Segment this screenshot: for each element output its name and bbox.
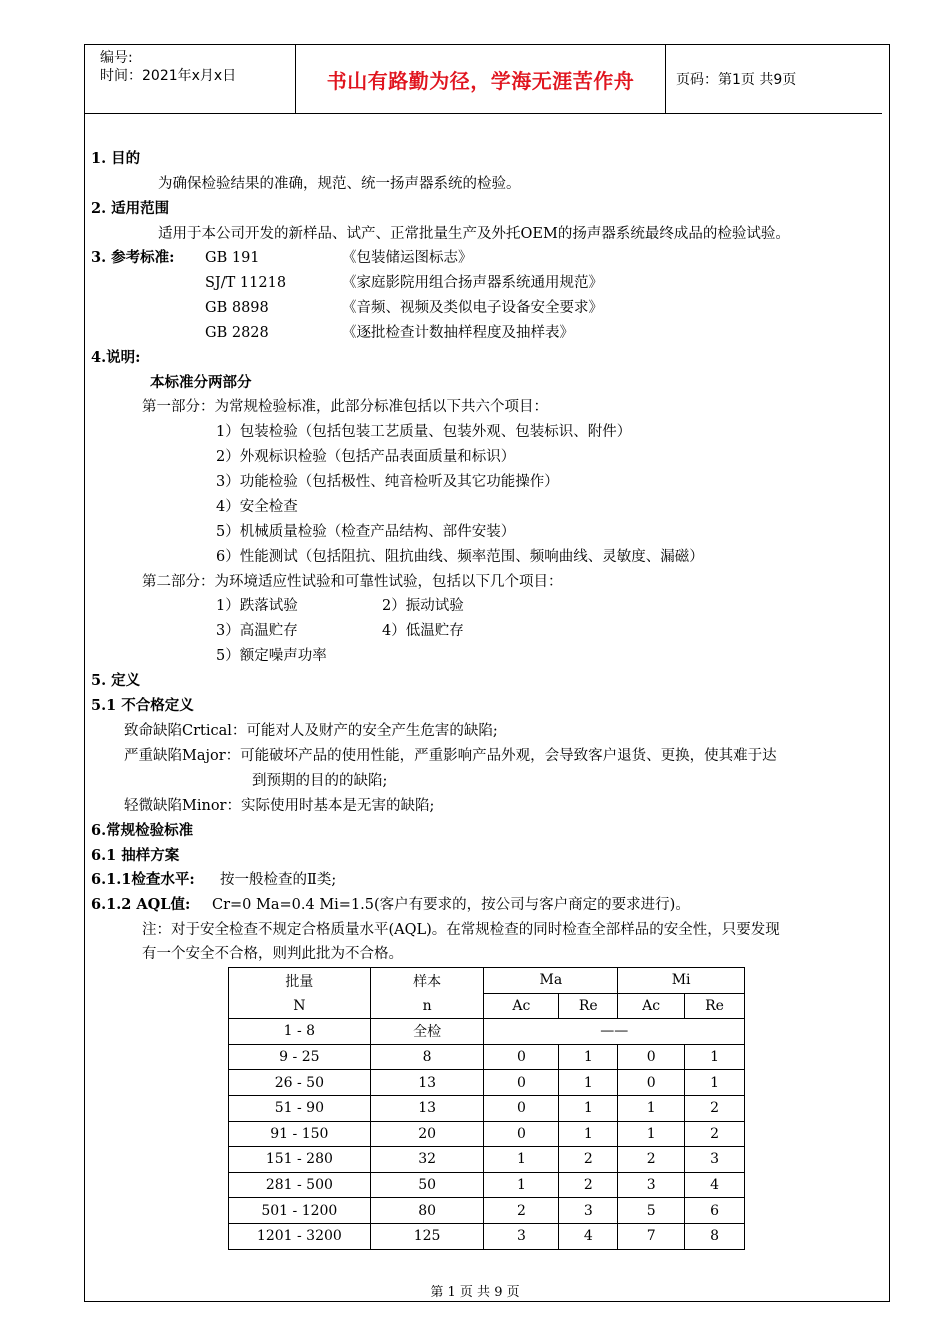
section-4-subtitle: 本标准分两部分: [150, 374, 252, 391]
table-cell: 2: [559, 1147, 618, 1173]
table-cell: 91 - 150: [229, 1121, 371, 1147]
table-cell: 2: [484, 1198, 559, 1224]
header-cell: 样本: [370, 968, 484, 994]
slogan: 书山有路勤为径，学海无涯苦作舟: [326, 68, 635, 93]
section-1-text: 为确保检验结果的准确，规范、统一扬声器系统的检验。: [158, 176, 521, 192]
table-cell: 全检: [370, 1019, 484, 1045]
part-1-item: 2）外观标识检验（包括产品表面质量和标识）: [216, 449, 516, 465]
table-cell: 3: [618, 1172, 685, 1198]
definition-major: 严重缺陷Major：可能破坏产品的使用性能，严重影响产品外观，会导致客户退货、更换，使其难于达: [124, 748, 777, 764]
table-cell: 0: [484, 1070, 559, 1096]
table-row: [229, 1019, 745, 1045]
part-2-item: 2）振动试验: [382, 598, 464, 614]
section-3-title: 3. 参考标准:: [91, 249, 175, 266]
table-cell: 501 - 1200: [229, 1198, 371, 1224]
part-1-item: 3）功能检验（包括极性、纯音检听及其它功能操作）: [216, 474, 559, 490]
table-cell: 20: [370, 1121, 484, 1147]
table-cell: 281 - 500: [229, 1172, 371, 1198]
table-cell: 3: [559, 1198, 618, 1224]
table-cell: 2: [685, 1121, 745, 1147]
table-row: [229, 1121, 745, 1147]
table-cell: 1: [484, 1172, 559, 1198]
section-5-1-title: 5.1 不合格定义: [91, 697, 194, 714]
definition-major-cont: 到预期的目的的缺陷;: [252, 773, 388, 789]
header-cell: 批量: [229, 968, 371, 994]
standard-code: SJ/T 11218: [205, 275, 287, 291]
table-cell: 1: [618, 1095, 685, 1121]
table-cell: 9 - 25: [229, 1044, 371, 1070]
table-cell: 0: [484, 1095, 559, 1121]
section-6-1-1-text: 按一般检查的Ⅱ类;: [220, 872, 337, 888]
section-6-1-2-text: Cr=0 Ma=0.4 Mi=1.5(客户有要求的，按公司与客户商定的要求进行)。: [212, 897, 690, 913]
part-2-heading: 第二部分：为环境适应性试验和可靠性试验，包括以下几个项目：: [142, 574, 563, 590]
table-cell: 1: [559, 1070, 618, 1096]
table-header-row: [229, 968, 745, 994]
table-cell: 13: [370, 1070, 484, 1096]
section-1-title: 1. 目的: [91, 150, 141, 167]
table-cell: 8: [370, 1044, 484, 1070]
table-cell: 1: [685, 1044, 745, 1070]
table-cell: 51 - 90: [229, 1095, 371, 1121]
table-cell: 80: [370, 1198, 484, 1224]
header-meta-cell: [84, 44, 296, 114]
table-cell: 26 - 50: [229, 1070, 371, 1096]
section-6-1-title: 6.1 抽样方案: [91, 847, 180, 864]
header-cell: Mi: [618, 968, 745, 994]
table-cell: 1: [559, 1044, 618, 1070]
note-line: 注：对于安全检查不规定合格质量水平(AQL)。在常规检查的同时检查全部样品的安全性，只要发现: [142, 922, 780, 938]
part-2-item: 5）额定噪声功率: [216, 648, 327, 664]
header-page-number: 页码：第1页 共9页: [676, 72, 797, 88]
part-1-item: 6）性能测试（包括阻抗、阻抗曲线、频率范围、频响曲线、灵敏度、漏磁）: [216, 549, 704, 565]
section-2-text: 适用于本公司开发的新样品、试产、正常批量生产及外托OEM的扬声器系统最终成品的检验试验。: [158, 226, 790, 242]
sampling-table: [228, 967, 745, 1250]
part-2-item: 4）低温贮存: [382, 623, 464, 639]
header-cell: Ac: [618, 993, 685, 1019]
definition-minor: 轻微缺陷Minor：实际使用时基本是无害的缺陷;: [124, 798, 435, 814]
table-cell: 13: [370, 1095, 484, 1121]
standard-name: 《音频、视频及类似电子设备安全要求》: [342, 300, 603, 316]
table-header-row: [229, 993, 745, 1019]
table-row: [229, 1095, 745, 1121]
table-row: [229, 1198, 745, 1224]
header-page-cell: [666, 44, 890, 114]
table-cell: 125: [370, 1223, 484, 1249]
table-cell: 4: [685, 1172, 745, 1198]
part-2-item: 3）高温贮存: [216, 623, 298, 639]
part-1-item: 1）包装检验（包括包装工艺质量、包装外观、包装标识、附件）: [216, 424, 632, 440]
table-cell: 1: [484, 1147, 559, 1173]
header-cell: Ma: [484, 968, 618, 994]
table-cell: 3: [484, 1223, 559, 1249]
section-6-1-1-label: 6.1.1检查水平:: [91, 871, 195, 888]
standard-code: GB 2828: [205, 325, 269, 341]
definition-critical: 致命缺陷Crtical：可能对人及财产的安全产生危害的缺陷;: [124, 723, 498, 739]
table-cell: 2: [618, 1147, 685, 1173]
part-1-item: 5）机械质量检验（检查产品结构、部件安装）: [216, 524, 516, 540]
table-cell: ——: [484, 1019, 745, 1045]
document-header: [84, 44, 890, 114]
part-1-item: 4）安全检查: [216, 499, 298, 515]
header-cell: Re: [559, 993, 618, 1019]
table-cell: 7: [618, 1223, 685, 1249]
header-cell: N: [229, 993, 371, 1019]
header-divider: [84, 113, 882, 114]
table-cell: 1: [559, 1095, 618, 1121]
table-cell: 0: [484, 1044, 559, 1070]
section-6-1-2-label: 6.1.2 AQL值:: [91, 896, 191, 913]
header-cell: Re: [685, 993, 745, 1019]
table-cell: 1: [559, 1121, 618, 1147]
table-cell: 1: [618, 1121, 685, 1147]
table-cell: 3: [685, 1147, 745, 1173]
standard-code: GB 191: [205, 250, 260, 266]
section-4-title: 4.说明:: [91, 349, 141, 366]
table-cell: 0: [618, 1044, 685, 1070]
table-cell: 0: [618, 1070, 685, 1096]
table-cell: 32: [370, 1147, 484, 1173]
note-line: 有一个安全不合格，则判此批为不合格。: [142, 946, 403, 962]
section-2-title: 2. 适用范围: [91, 200, 170, 217]
standard-name: 《逐批检查计数抽样程度及抽样表》: [342, 325, 574, 341]
part-1-heading: 第一部分：为常规检验标准，此部分标准包括以下共六个项目：: [142, 399, 548, 415]
table-row: [229, 1147, 745, 1173]
header-slogan-cell: [296, 44, 666, 114]
section-5-title: 5. 定义: [91, 672, 141, 689]
table-cell: 6: [685, 1198, 745, 1224]
table-cell: 2: [685, 1095, 745, 1121]
standard-name: 《包装储运图标志》: [342, 250, 473, 266]
header-cell: n: [370, 993, 484, 1019]
table-cell: 1 - 8: [229, 1019, 371, 1045]
section-6-title: 6.常规检验标准: [91, 822, 194, 839]
doc-number-label: 编号:: [100, 50, 133, 66]
table-row: [229, 1172, 745, 1198]
table-cell: 8: [685, 1223, 745, 1249]
table-row: [229, 1044, 745, 1070]
doc-time-label: 时间：2021年x月x日: [100, 68, 237, 84]
table-cell: 50: [370, 1172, 484, 1198]
table-cell: 151 - 280: [229, 1147, 371, 1173]
table-cell: 5: [618, 1198, 685, 1224]
part-2-item: 1）跌落试验: [216, 598, 298, 614]
header-cell: Ac: [484, 993, 559, 1019]
standard-code: GB 8898: [205, 300, 269, 316]
table-cell: 1201 - 3200: [229, 1223, 371, 1249]
standard-name: 《家庭影院用组合扬声器系统通用规范》: [342, 275, 603, 291]
table-row: [229, 1070, 745, 1096]
table-row: [229, 1223, 745, 1249]
page-footer: 第 1 页 共 9 页: [430, 1285, 520, 1300]
table-cell: 4: [559, 1223, 618, 1249]
table-cell: 0: [484, 1121, 559, 1147]
table-cell: 2: [559, 1172, 618, 1198]
table-cell: 1: [685, 1070, 745, 1096]
